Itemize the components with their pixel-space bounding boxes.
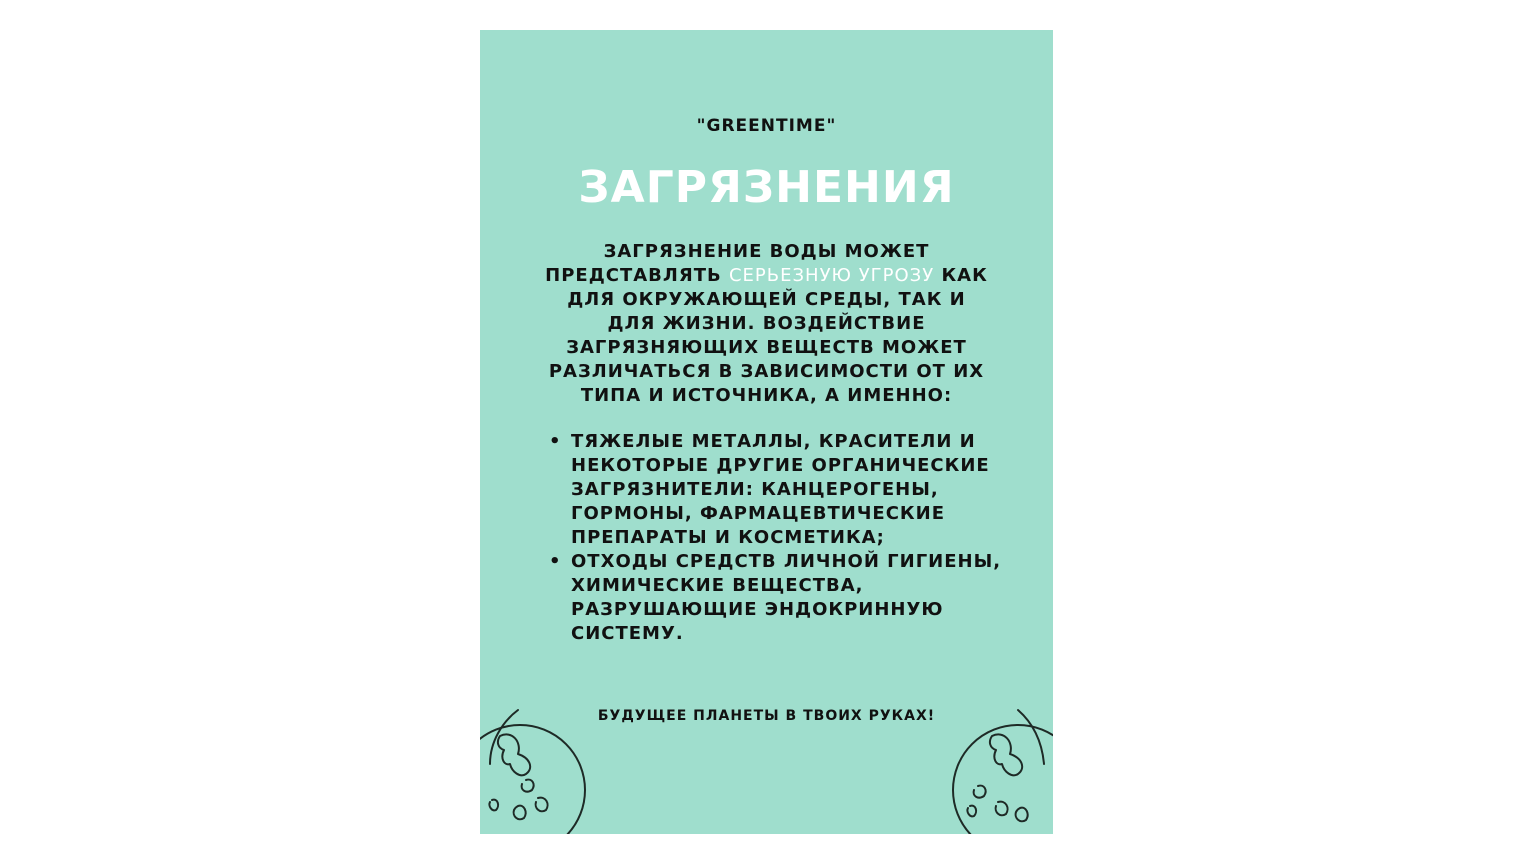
intro-highlight: СЕРЬЕЗНУЮ УГРОЗУ — [728, 265, 935, 286]
list-item: • ОТХОДЫ СРЕДСТВ ЛИЧНОЙ ГИГИЕНЫ, ХИМИЧЕСКИЕ ВЕЩЕСТВА, РАЗРУШАЮЩИЕ ЭНДОКРИННУЮ СИСТЕМУ. — [571, 550, 1011, 646]
intro-text-start: ЗАГРЯЗНЕНИЕ ВОДЫ МОЖЕТ ПРЕДСТАВЛЯТЬ — [545, 241, 930, 286]
list-item: • ТЯЖЕЛЫЕ МЕТАЛЛЫ, КРАСИТЕЛИ И НЕКОТОРЫЕ ДРУГИЕ ОРГАНИЧЕСКИЕ ЗАГРЯЗНИТЕЛИ: КАНЦЕРОГЕНЫ, ГОРМОНЫ, ФАРМАЦЕВТИЧЕСКИЕ ПРЕПАРАТЫ И КОСМЕТИКА; — [571, 430, 1011, 550]
intro-text-end: КАК ДЛЯ ОКРУЖАЮЩЕЙ СРЕДЫ, ТАК И ДЛЯ ЖИЗНИ. ВОЗДЕЙСТВИЕ ЗАГРЯЗНЯЮЩИХ ВЕЩЕСТВ МОЖЕТ РАЗЛИЧАТЬСЯ В ЗАВИСИМОСТИ ОТ ИХ ТИПА И ИСТОЧНИКА, А ИМЕННО: — [548, 265, 988, 406]
page-title: ЗАГРЯЗНЕНИЯ — [578, 162, 955, 213]
poster — [480, 30, 1053, 834]
pollutant-list — [546, 430, 1011, 646]
globe-icon — [480, 702, 600, 834]
intro-paragraph — [540, 240, 993, 408]
footer-slogan: БУДУЩЕЕ ПЛАНЕТЫ В ТВОИХ РУКАХ! — [597, 708, 936, 724]
brand-name: "GREENTIME" — [696, 116, 837, 136]
globe-icon — [930, 702, 1053, 834]
